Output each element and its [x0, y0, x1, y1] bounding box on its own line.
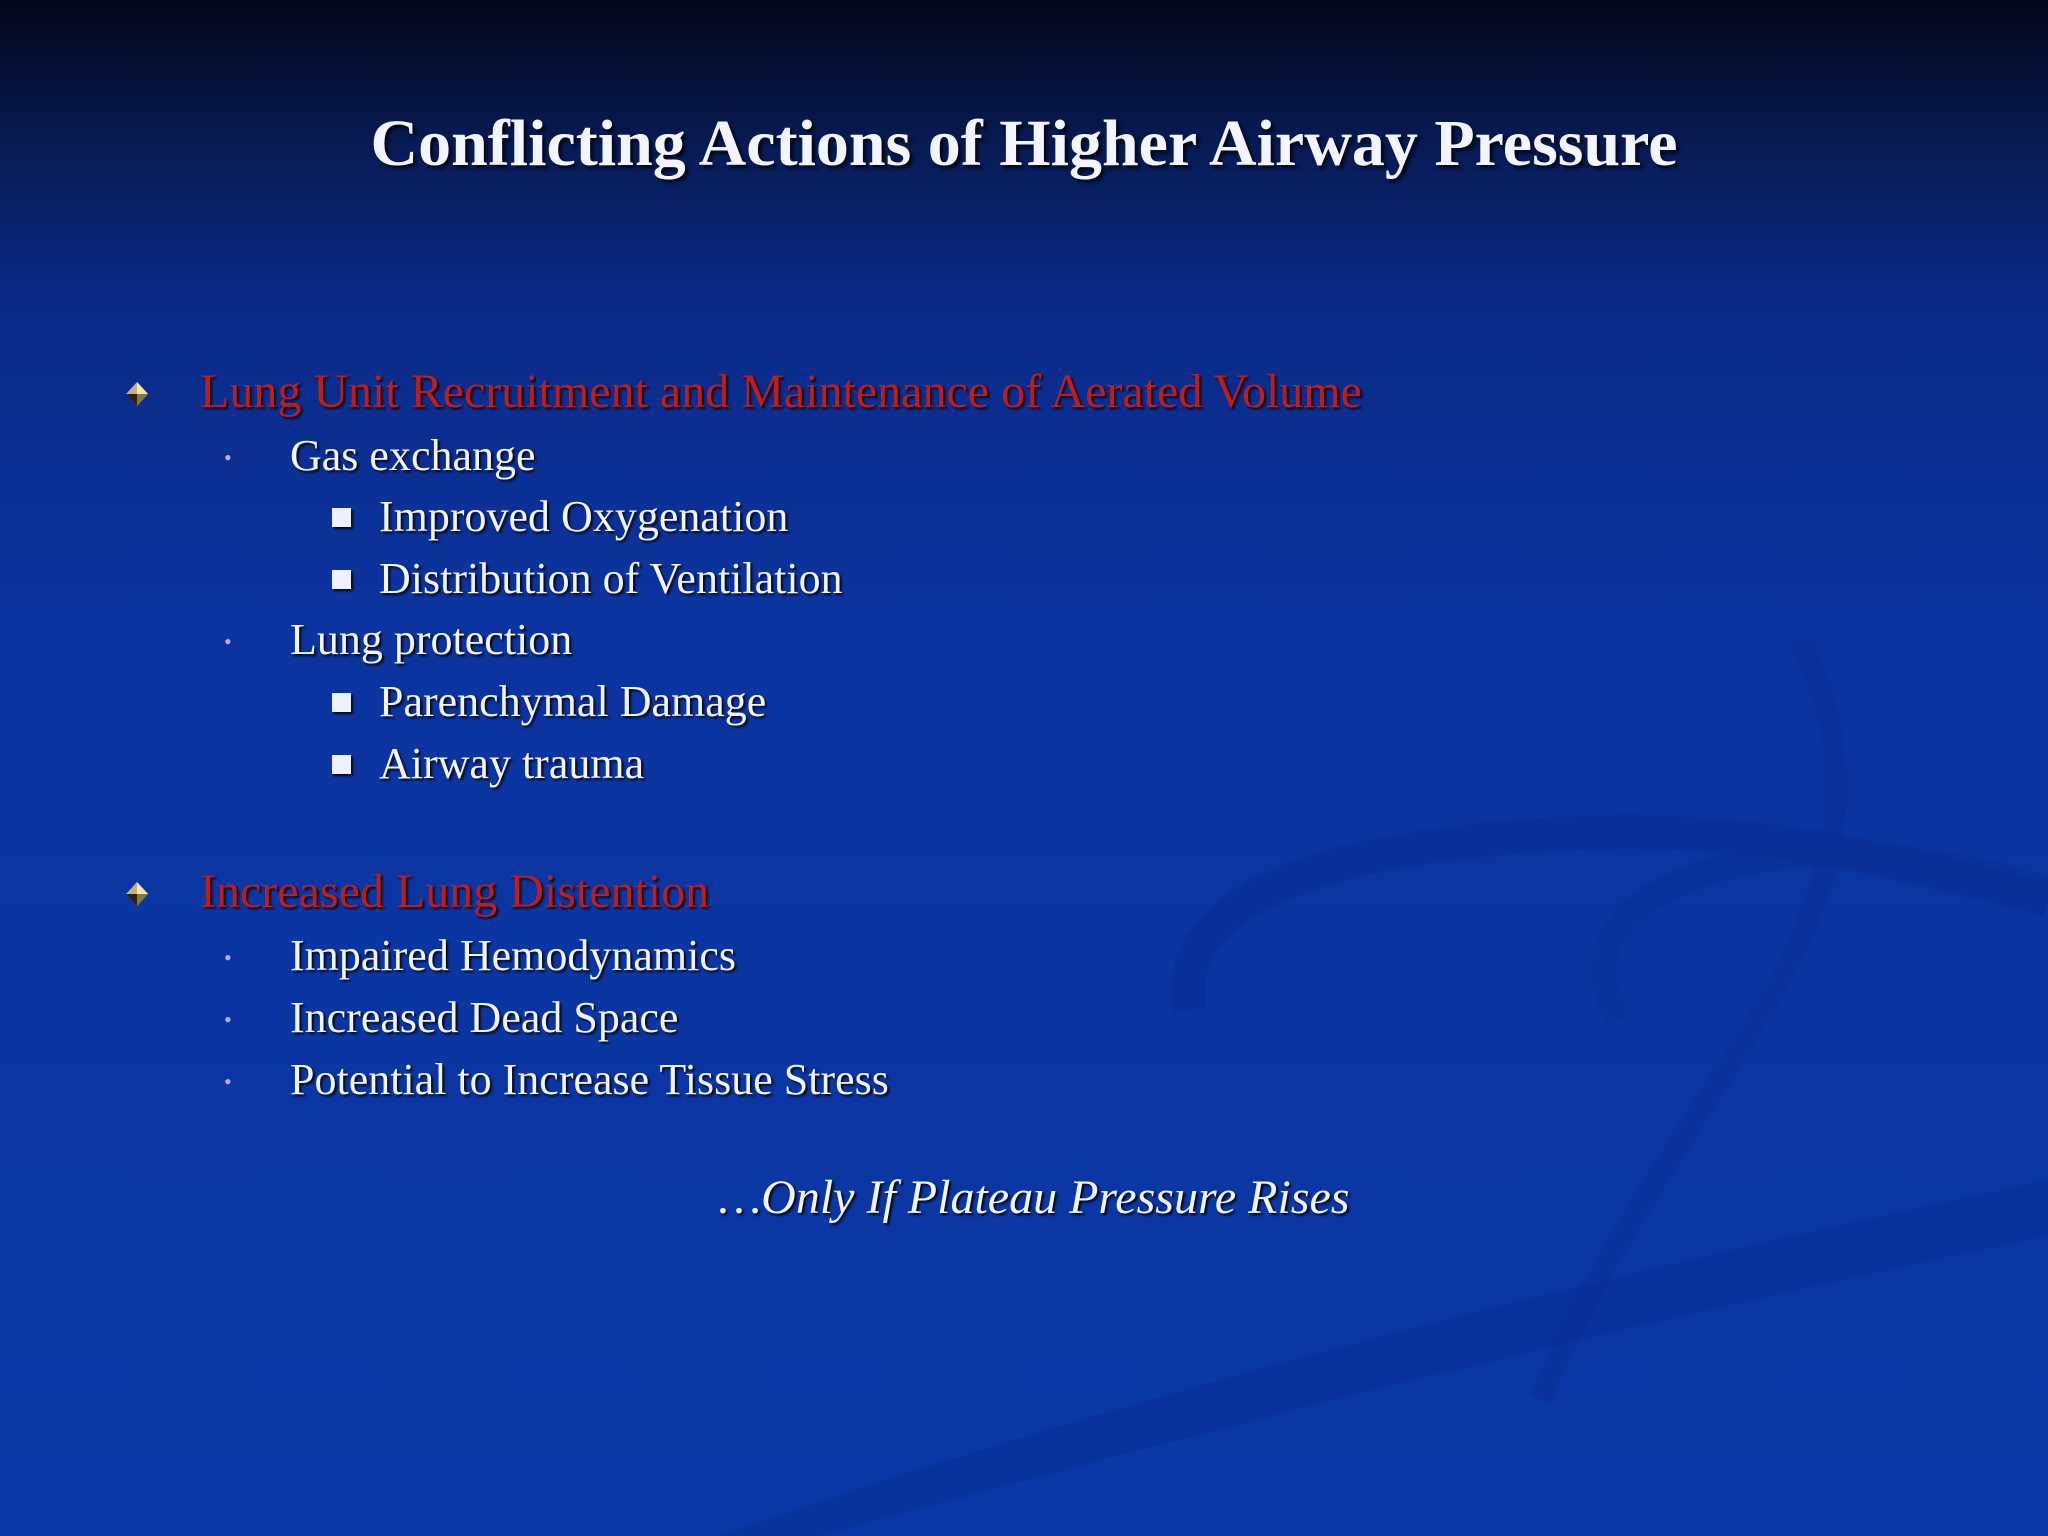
square-bullet-icon	[332, 693, 351, 712]
square-bullet-icon	[332, 570, 351, 589]
square-bullet-icon	[332, 508, 351, 527]
list-item-impaired-hemodynamics: Impaired Hemodynamics	[290, 931, 736, 980]
dot-bullet-icon: •	[224, 1069, 232, 1094]
section-heading-distention: Increased Lung Distention	[200, 865, 710, 918]
dot-bullet-icon: •	[224, 629, 232, 654]
diamond-bullet-icon	[126, 882, 148, 906]
square-bullet-icon	[332, 755, 351, 774]
section-heading-recruitment: Lung Unit Recruitment and Maintenance of Aerated Volume	[200, 365, 1362, 418]
dot-bullet-icon: •	[224, 945, 232, 970]
dot-bullet-icon: •	[224, 445, 232, 470]
list-item-tissue-stress: Potential to Increase Tissue Stress	[290, 1055, 889, 1104]
dot-bullet-icon: •	[224, 1007, 232, 1032]
slide-title: Conflicting Actions of Higher Airway Pressure	[370, 107, 1678, 180]
list-subitem-airway-trauma: Airway trauma	[379, 739, 645, 788]
list-subitem-parenchymal-damage: Parenchymal Damage	[379, 677, 767, 726]
list-item-gas-exchange: Gas exchange	[290, 431, 536, 480]
list-subitem-improved-oxygenation: Improved Oxygenation	[379, 492, 789, 541]
list-item-increased-dead-space: Increased Dead Space	[290, 993, 679, 1042]
diamond-bullet-icon	[126, 382, 148, 406]
list-subitem-distribution-of-ventilation: Distribution of Ventilation	[379, 554, 843, 603]
list-item-lung-protection: Lung protection	[290, 615, 573, 664]
plateau-pressure-note: …Only If Plateau Pressure Rises	[718, 1171, 1350, 1224]
